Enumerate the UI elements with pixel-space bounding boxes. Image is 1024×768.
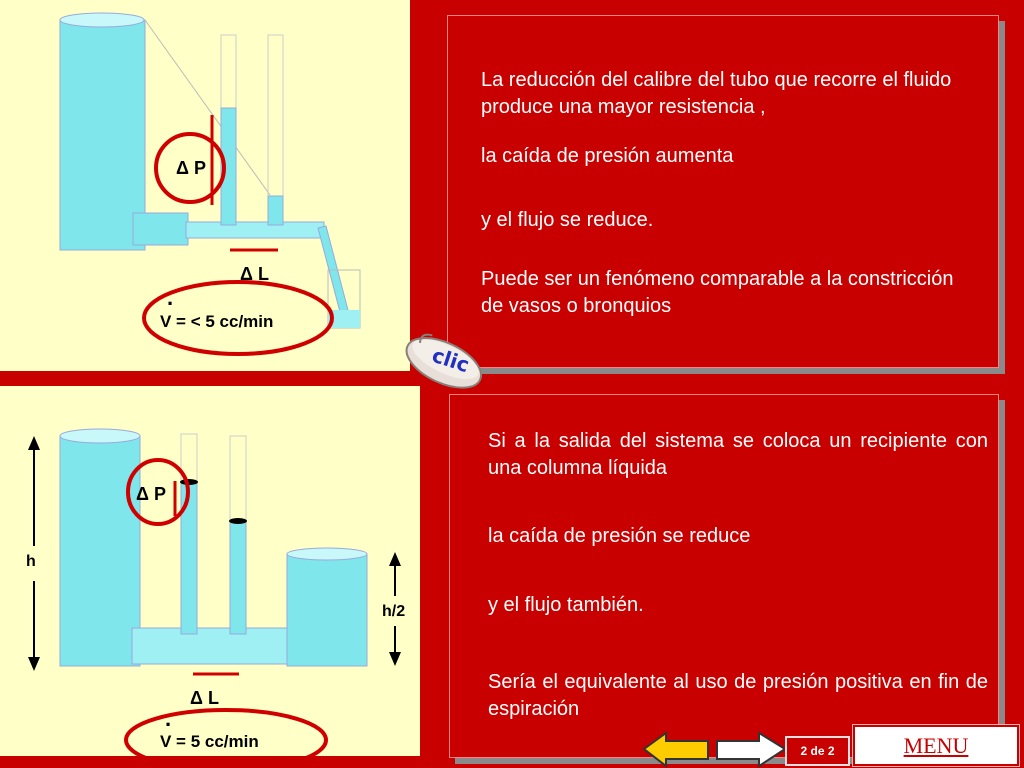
clic-label: clic — [429, 342, 473, 378]
top-text-p3: y el flujo se reduce. — [481, 209, 654, 231]
reservoir-top — [60, 13, 144, 27]
narrow-tube — [186, 222, 324, 238]
arrow-left-icon — [642, 731, 710, 768]
top-delta-p-label: Δ P — [176, 158, 206, 178]
bottom-text-p3: y el flujo también. — [488, 594, 644, 616]
h2-label: h/2 — [382, 603, 406, 620]
bottom-text-p1: Si a la salida del sistema se coloca un recipiente con una columna líquida — [488, 430, 988, 479]
bottom-text-box — [449, 394, 999, 758]
outflow-stream — [318, 226, 348, 312]
arrow-right-icon — [715, 731, 787, 768]
top-text-p2: la caída de presión aumenta — [481, 145, 734, 167]
top-delta-l-label: Δ L — [240, 264, 269, 284]
top-diagram-panel — [0, 0, 410, 371]
mouse-click-icon[interactable] — [396, 326, 488, 398]
bottom-flow-label: V = 5 cc/min — [160, 732, 259, 751]
svg-text:.: . — [167, 285, 174, 310]
bottom-diagram-panel — [0, 386, 420, 756]
h-label: h — [26, 553, 36, 570]
connecting-pipe — [132, 628, 292, 664]
right-container — [287, 554, 367, 666]
bottom-delta-l-label: Δ L — [190, 688, 219, 708]
top-text-p4: Puede ser un fenómeno comparable a la constricción de vasos o bronquios — [481, 268, 954, 317]
reservoir-tank — [60, 20, 145, 250]
page-indicator: 2 de 2 — [785, 736, 850, 766]
left-reservoir — [60, 436, 140, 666]
bottom-delta-p-label: Δ P — [136, 484, 166, 504]
outlet-pipe — [133, 213, 188, 245]
menu-button[interactable]: MENU — [853, 725, 1019, 766]
bottom-text-p4: Sería el equivalente al uso de presión positiva en fin de espiración — [488, 671, 988, 720]
top-text-p1: La reducción del calibre del tubo que recorre el fluido produce una mayor resistencia , — [481, 69, 952, 118]
svg-text:.: . — [165, 706, 172, 731]
bottom-text-p2: la caída de presión se reduce — [488, 525, 751, 547]
top-text-box — [447, 15, 999, 368]
top-flow-label: V = < 5 cc/min — [160, 312, 274, 331]
